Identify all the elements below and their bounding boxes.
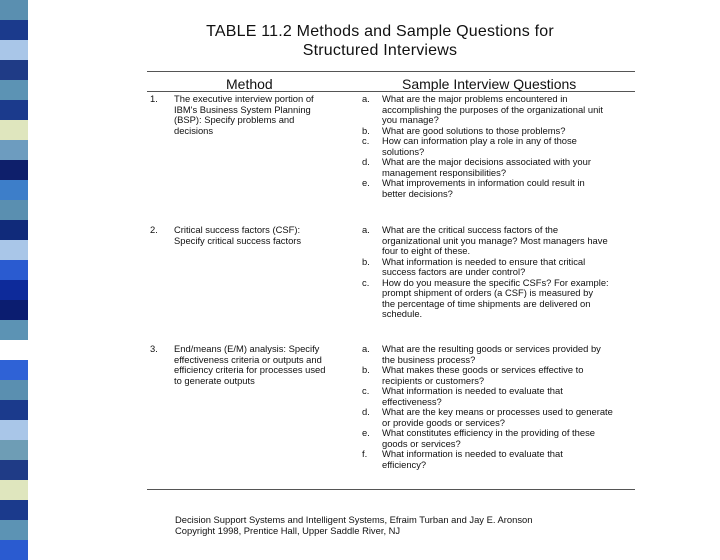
citation bbox=[175, 514, 532, 536]
stripe-block bbox=[0, 120, 28, 140]
question-line: management responsibilities? bbox=[382, 166, 507, 178]
question-line: What makes these goods or services effective to bbox=[382, 364, 584, 375]
question-line: efficiency? bbox=[382, 458, 427, 470]
question-item bbox=[362, 157, 638, 178]
method-line: IBM's Business System Planning bbox=[174, 103, 311, 115]
stripe-block bbox=[0, 240, 28, 260]
question-letter: c. bbox=[362, 276, 370, 288]
question-line: schedule. bbox=[382, 308, 423, 319]
question-line: success factors are under control? bbox=[382, 266, 526, 277]
method-description bbox=[174, 94, 360, 136]
question-line: What are the major decisions associated with your bbox=[382, 156, 591, 167]
question-line: What constitutes efficiency in the providing of these bbox=[382, 427, 595, 438]
question-item bbox=[362, 278, 638, 320]
question-item bbox=[362, 428, 638, 449]
question-line: How can information play a role in any of those bbox=[382, 135, 577, 146]
question-line: prompt shipment of orders (a CSF) is measured by bbox=[382, 287, 594, 298]
question-line: What information is needed to ensure that critical bbox=[382, 255, 586, 267]
decorative-stripe bbox=[0, 0, 28, 540]
question-item bbox=[362, 257, 638, 278]
question-line: What information is needed to evaluate that bbox=[382, 385, 563, 396]
method-line: to generate outputs bbox=[174, 374, 255, 386]
method-line: decisions bbox=[174, 124, 214, 136]
method-description bbox=[174, 344, 360, 386]
method-line: (BSP): Specify problems and bbox=[174, 114, 295, 125]
stripe-block bbox=[0, 340, 28, 360]
method-description bbox=[174, 225, 360, 246]
citation-line-1: Decision Support Systems and Intelligent Systems, Efraim Turban and Jay E. Aronson bbox=[175, 514, 533, 525]
question-line: What are the resulting goods or services provided by bbox=[382, 343, 601, 354]
stripe-block bbox=[0, 60, 28, 80]
questions-column-header: Sample Interview Questions bbox=[402, 76, 577, 92]
method-line: efficiency criteria for processes used bbox=[174, 364, 326, 375]
question-line: recipients or customers? bbox=[382, 374, 485, 386]
stripe-block bbox=[0, 200, 28, 220]
stripe-block bbox=[0, 380, 28, 400]
question-letter: e. bbox=[362, 177, 370, 188]
stripe-block bbox=[0, 460, 28, 480]
question-letter: a. bbox=[362, 224, 370, 235]
top-rule bbox=[147, 71, 635, 72]
method-line: The executive interview portion of bbox=[174, 93, 314, 104]
stripe-block bbox=[0, 420, 28, 440]
row-number: 1. bbox=[150, 93, 158, 104]
question-letter: c. bbox=[362, 135, 370, 146]
method-column-header: Method bbox=[226, 76, 273, 92]
question-line: How do you measure the specific CSFs? For example: bbox=[382, 276, 609, 288]
question-list bbox=[362, 225, 638, 320]
question-list bbox=[362, 94, 638, 199]
stripe-block bbox=[0, 300, 28, 320]
question-line: What are the critical success factors of the bbox=[382, 224, 559, 235]
citation-line-2: Copyright 1998, Prentice Hall, Upper Saddle River, NJ bbox=[175, 525, 401, 536]
question-line: organizational unit you manage? Most managers have bbox=[382, 234, 608, 246]
method-line: effectiveness criteria or outputs and bbox=[174, 353, 322, 365]
question-line: solutions? bbox=[382, 145, 425, 157]
stripe-block bbox=[0, 20, 28, 40]
stripe-block bbox=[0, 0, 28, 20]
row-number: 3. bbox=[150, 343, 158, 354]
stripe-block bbox=[0, 360, 28, 380]
question-letter: e. bbox=[362, 427, 370, 438]
stripe-block bbox=[0, 220, 28, 240]
question-letter: b. bbox=[362, 364, 370, 375]
question-item bbox=[362, 178, 638, 199]
stripe-block bbox=[0, 80, 28, 100]
question-line: the percentage of time shipments are delivered on bbox=[382, 297, 591, 309]
table-title-line-1: TABLE 11.2 Methods and Sample Questions for bbox=[206, 23, 554, 40]
question-item bbox=[362, 449, 638, 470]
question-line: What are the key means or processes used to generate bbox=[382, 406, 613, 417]
question-line: or provide goods or services? bbox=[382, 416, 505, 428]
method-line: End/means (E/M) analysis: Specify bbox=[174, 343, 320, 354]
stripe-block bbox=[0, 180, 28, 200]
stripe-block bbox=[0, 540, 28, 560]
stripe-block bbox=[0, 100, 28, 120]
question-item bbox=[362, 136, 638, 157]
question-line: four to eight of these. bbox=[382, 245, 471, 256]
question-line: you manage? bbox=[382, 114, 439, 125]
header-rule bbox=[147, 91, 635, 92]
stripe-block bbox=[0, 280, 28, 300]
question-letter: a. bbox=[362, 93, 370, 104]
stripe-block bbox=[0, 400, 28, 420]
question-letter: d. bbox=[362, 156, 370, 167]
stripe-block bbox=[0, 140, 28, 160]
question-line: What information is needed to evaluate that bbox=[382, 448, 563, 459]
stripe-block bbox=[0, 520, 28, 540]
question-letter: b. bbox=[362, 255, 370, 267]
question-line: better decisions? bbox=[382, 187, 453, 199]
stripe-block bbox=[0, 160, 28, 180]
question-line: goods or services? bbox=[382, 437, 461, 449]
method-line: Critical success factors (CSF): bbox=[174, 224, 301, 235]
question-item bbox=[362, 365, 638, 386]
question-item bbox=[362, 225, 638, 257]
question-item bbox=[362, 344, 638, 365]
stripe-block bbox=[0, 40, 28, 60]
question-line: effectiveness? bbox=[382, 395, 442, 407]
question-letter: f. bbox=[362, 448, 368, 459]
stripe-block bbox=[0, 500, 28, 520]
question-item bbox=[362, 407, 638, 428]
question-letter: c. bbox=[362, 385, 370, 396]
question-letter: b. bbox=[362, 124, 370, 136]
stripe-block bbox=[0, 320, 28, 340]
stripe-block bbox=[0, 260, 28, 280]
question-list bbox=[362, 344, 638, 470]
question-item bbox=[362, 94, 638, 126]
question-line: the business process? bbox=[382, 353, 476, 365]
question-letter: a. bbox=[362, 343, 370, 354]
stripe-block bbox=[0, 480, 28, 500]
stripe-block bbox=[0, 440, 28, 460]
method-line: Specify critical success factors bbox=[174, 234, 302, 246]
question-line: What are good solutions to those problems? bbox=[382, 124, 566, 136]
question-line: accomplishing the purposes of the organizational unit bbox=[382, 103, 603, 115]
question-line: What are the major problems encountered in bbox=[382, 93, 568, 104]
row-number: 2. bbox=[150, 224, 158, 235]
question-letter: d. bbox=[362, 406, 370, 417]
question-line: What improvements in information could result in bbox=[382, 177, 585, 188]
question-item bbox=[362, 386, 638, 407]
table-title-line-2: Structured Interviews bbox=[302, 42, 458, 59]
bottom-rule bbox=[147, 489, 635, 490]
